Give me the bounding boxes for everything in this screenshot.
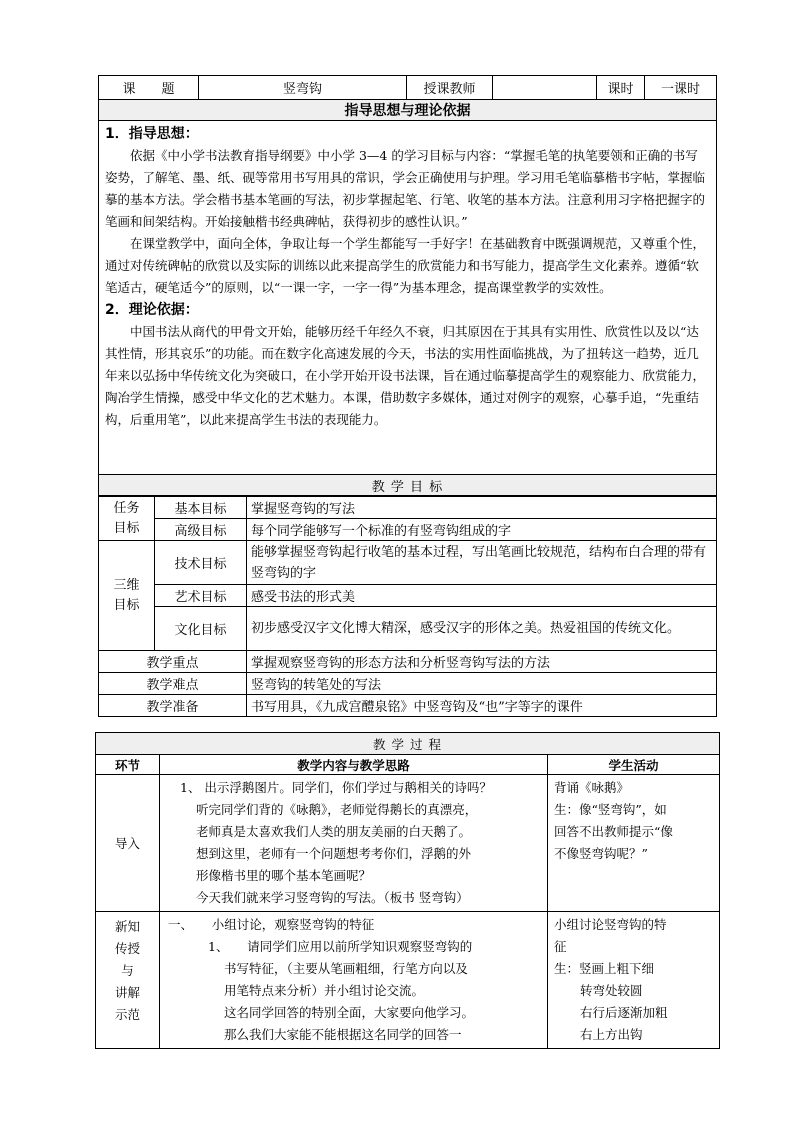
intro-content-line: 形像楷书里的哪个基本笔画呢？: [196, 868, 372, 883]
intro-content-line: 听完同学们背的《咏鹅》，老师觉得鹅长的真漂亮，: [196, 802, 478, 817]
stage-line: 讲解: [114, 985, 140, 1000]
intro-row: [96, 775, 720, 912]
new-knowledge-activity: [548, 912, 720, 1049]
key-point-label: 教学重点: [99, 651, 247, 673]
guidance-paragraph-3: 中国书法从商代的甲骨文开始，能够历经千年经久不衰，归其原因在于其具有实用性、欣赏性以及以“达其性情，形其哀乐”的功能。而在数字化高速发展的今天，书法的实用性面临挑战，为了扭转这一趋势，近几年来以弘扬中华传统文化为突破口，在小学开始开设书法课，旨在通过临摹提高学生的观察能力、欣赏能力，陶冶学生情操，感受中华文化的艺术魅力。本课，借助数字多媒体，通过对例字的观察，心摹手追，“先重结构，后重用笔”，以此来提高学生书法的表现能力。: [105, 324, 706, 427]
new-content-line: 书写特征，（主要从笔画粗细，行笔方向以及: [224, 961, 468, 976]
new-content-line: 用笔特点来分析）并小组讨论交流。: [224, 983, 425, 998]
new-knowledge-stage: [96, 912, 160, 1049]
tech-objective-value: 能够掌握竖弯钩起行收笔的基本过程，写出笔画比较规范，结构布白合理的带有竖弯钩的字: [247, 541, 717, 585]
difficulty-label: 教学难点: [99, 673, 247, 695]
topic-value: 竖弯钩: [199, 76, 407, 100]
guidance-paragraph-2: 在课堂教学中，面向全体，争取让每一个学生都能写一手好字！在基础教育中既强调规范，又尊重个性，通过对传统碑帖的欣赏以及实际的训练以此来提高学生的欣赏能力和书写能力，提高学生文化素养。遵循“软笔适古，硬笔适今”的原则，以“一课一字，一字一得”为基本理念，提高课堂教学的实效性。: [105, 236, 706, 295]
new-activity-line: 生：竖画上粗下细: [554, 961, 655, 976]
culture-objective-value: 初步感受汉字文化博大精深，感受汉字的形体之美。热爱祖国的传统文化。: [247, 607, 717, 651]
new-activity-line: 转弯处较圆: [580, 983, 643, 998]
objectives-table: [98, 496, 717, 717]
stage-column-header: 环节: [96, 755, 160, 775]
guidance-body-row: [99, 121, 717, 475]
new-activity-line: 右上方出钩: [580, 1027, 643, 1042]
three-dimension-objectives-label: [99, 541, 155, 651]
intro-activity-line: 不像竖弯钩呢？”: [554, 846, 648, 861]
stage-line: 传授: [114, 941, 140, 956]
intro-activity-line: 回答不出教师提示“像: [554, 824, 673, 839]
difficulty-row: [99, 673, 717, 695]
activity-column-header: 学生活动: [548, 755, 720, 775]
period-label: 课时: [597, 76, 645, 100]
intro-activity-line: 背诵《咏鹅》: [554, 780, 630, 795]
art-objective-value: 感受书法的形式美: [247, 585, 717, 607]
new-content-line: 1、 请同学们应用以前所学知识观察竖弯钩的: [208, 939, 473, 954]
new-knowledge-row: [96, 912, 720, 1049]
process-section-title: 教 学 过 程: [96, 733, 720, 755]
new-activity-line: 小组讨论竖弯钩的特: [554, 917, 667, 932]
header-row: [99, 76, 717, 100]
advanced-objective-row: [99, 519, 717, 541]
culture-objective-row: [99, 607, 717, 651]
guidance-heading-1: 1．指导思想：: [105, 126, 199, 142]
difficulty-value: 竖弯钩的转笔处的写法: [247, 673, 717, 695]
preparation-label: 教学准备: [99, 695, 247, 717]
task-label-line-1: 任务: [113, 500, 140, 516]
new-content-line: 那么我们大家能不能根据这名同学的回答一: [224, 1027, 462, 1042]
basic-objective-label: 基本目标: [155, 497, 247, 519]
task-objectives-label: [99, 497, 155, 541]
teacher-label: 授课教师: [407, 76, 493, 100]
three-label-line-1: 三维: [113, 577, 140, 593]
basic-objective-row: [99, 497, 717, 519]
intro-stage: 导入: [96, 775, 160, 912]
advanced-objective-label: 高级目标: [155, 519, 247, 541]
new-activity-line: 征: [554, 939, 567, 954]
teaching-process-table: [95, 732, 720, 1049]
preparation-value: 书写用具，《九成宫醴泉铭》中竖弯钩及“也”字等字的课件: [247, 695, 717, 717]
intro-content-line: 今天我们就来学习竖弯钩的写法。（板书 竖弯钩）: [196, 890, 469, 905]
content-column-header: 教学内容与教学思路: [160, 755, 548, 775]
objectives-title-row: [99, 475, 717, 496]
new-content-line: 这名同学回答的特别全面，大家要向他学习。: [224, 1005, 475, 1020]
guidance-body: [99, 121, 717, 475]
art-objective-label: 艺术目标: [155, 585, 247, 607]
guidance-section-title: 指导思想与理论依据: [99, 100, 717, 121]
tech-objective-row: [99, 541, 717, 585]
basic-objective-value: 掌握竖弯钩的写法: [247, 497, 717, 519]
topic-label: 课 题: [99, 76, 199, 100]
art-objective-row: [99, 585, 717, 607]
intro-content-line: 老师真是太喜欢我们人类的朋友美丽的白天鹅了。: [196, 824, 472, 839]
process-title-row: [96, 733, 720, 755]
process-header-row: [96, 755, 720, 775]
stage-line: 示范: [114, 1007, 140, 1022]
key-point-row: [99, 651, 717, 673]
stage-line: 与: [121, 963, 134, 978]
preparation-row: [99, 695, 717, 717]
intro-content-line: 想到这里，老师有一个问题想考考你们，浮鹅的外: [196, 846, 472, 861]
three-label-line-2: 目标: [113, 597, 140, 613]
guidance-paragraph-1: 依据《中小学书法教育指导纲要》中小学 3—4 的学习目标与内容：“掌握毛笔的执笔要领和正确的书写姿势，了解笔、墨、纸、砚等常用书写用具的常识，学会正确使用与护理。学习用毛笔临摹楷书字帖，掌握临摹的基本方法。学会楷书基本笔画的写法，初步掌握起笔、行笔、收笔的基本方法。注意利用习字格把握字的笔画和间架结构。开始接触楷书经典碑帖，获得初步的感性认识。”: [105, 148, 706, 229]
intro-content: [160, 775, 548, 912]
teacher-value: [493, 76, 597, 100]
guidance-title-row: [99, 100, 717, 121]
intro-activity-line: 生：像“竖弯钩”，如: [554, 802, 667, 817]
lesson-plan-table: [98, 75, 717, 496]
advanced-objective-value: 每个同学能够写一个标准的有竖弯钩组成的字: [247, 519, 717, 541]
intro-content-line: 1、 出示浮鹅图片。同学们，你们学过与鹅相关的诗吗？: [180, 780, 492, 795]
objectives-section-title: 教 学 目 标: [99, 475, 717, 496]
stage-line: 新知: [114, 919, 140, 934]
intro-activity: [548, 775, 720, 912]
period-value: 一课时: [645, 76, 717, 100]
culture-objective-label: 文化目标: [155, 607, 247, 651]
guidance-heading-2: 2．理论依据：: [105, 302, 199, 318]
new-content-line: 一、 小组讨论，观察竖弯钩的特征: [168, 917, 375, 932]
new-activity-line: 右行后逐渐加粗: [580, 1005, 668, 1020]
tech-objective-label: 技术目标: [155, 541, 247, 585]
task-label-line-2: 目标: [113, 520, 140, 536]
new-knowledge-content: [160, 912, 548, 1049]
key-point-value: 掌握观察竖弯钩的形态方法和分析竖弯钩写法的方法: [247, 651, 717, 673]
